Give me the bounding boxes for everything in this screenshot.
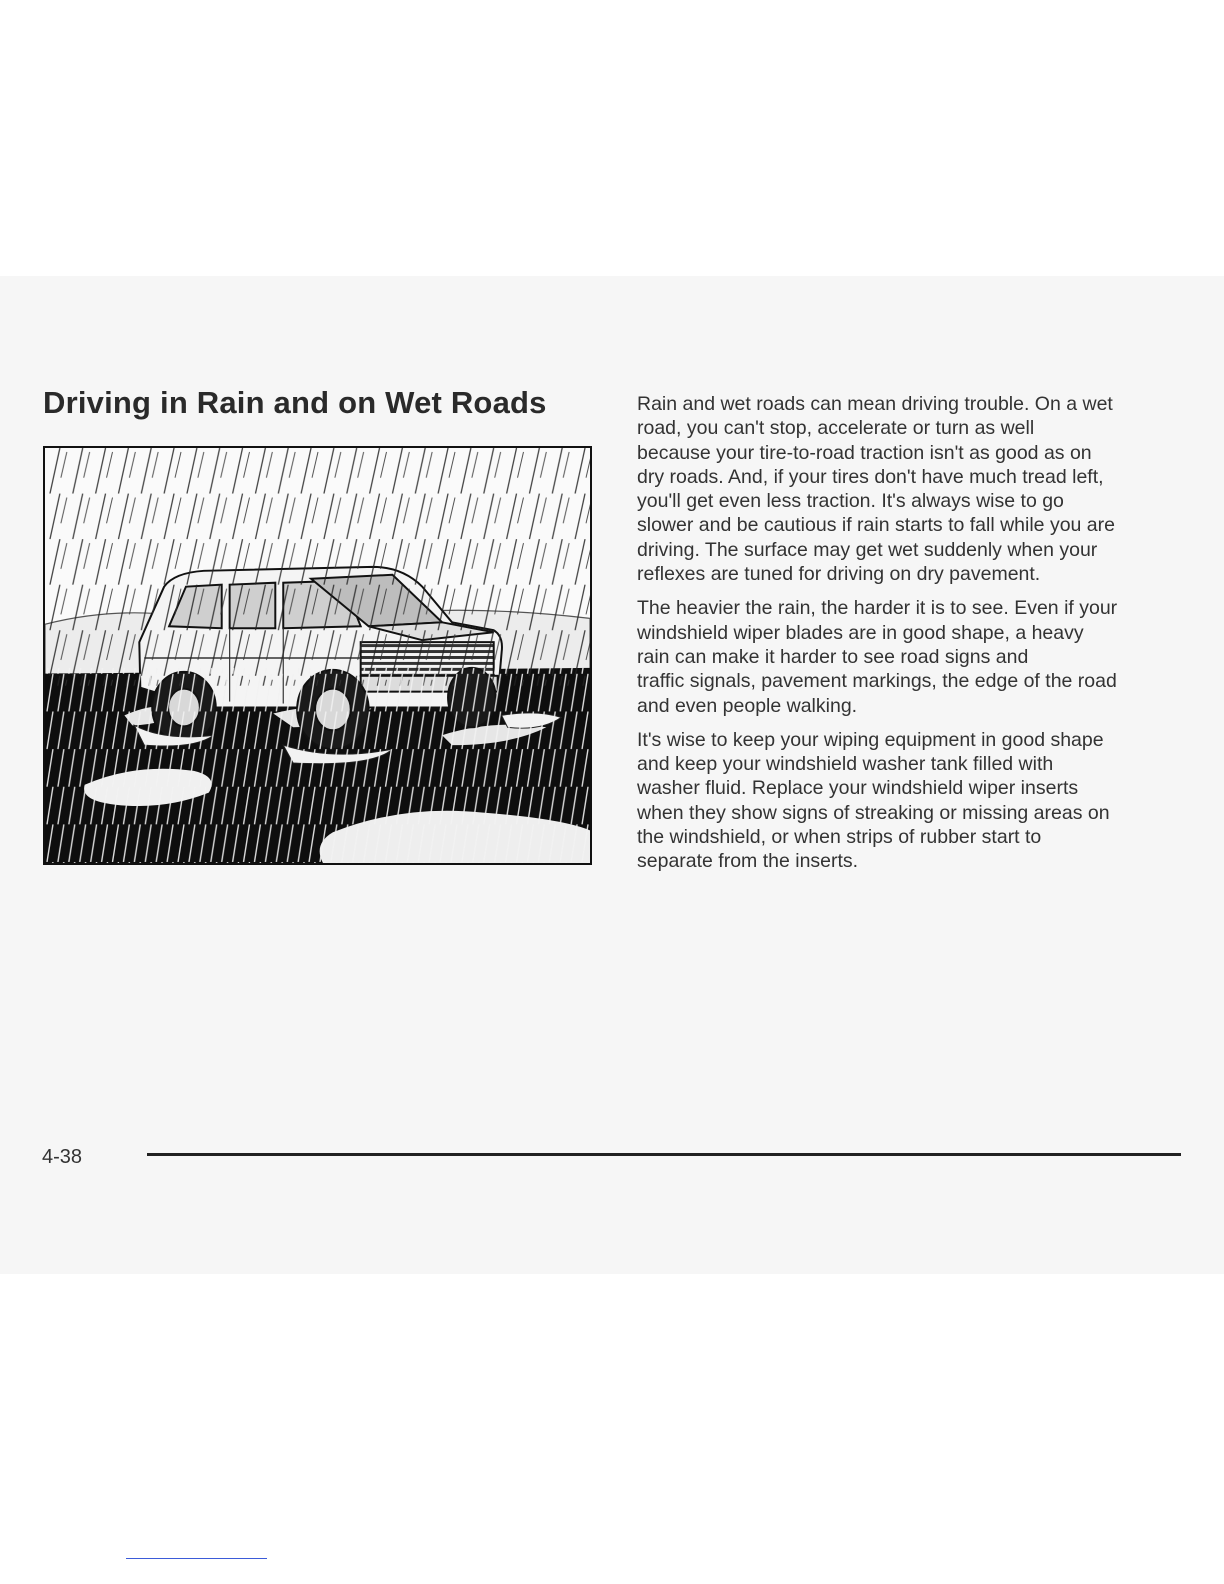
- paragraph-line: Rain and wet roads can mean driving trouble. On a wet: [637, 393, 1113, 415]
- paragraph-line: The heavier the rain, the harder it is to see. Even if your: [637, 597, 1118, 620]
- paragraph-line: windshield wiper blades are in good shape, a heavy: [637, 621, 1084, 644]
- paragraph-line: you'll get even less traction. It's always wise to go: [637, 490, 1064, 513]
- paragraph-line: reflexes are tuned for driving on dry pavement.: [637, 563, 1041, 586]
- paragraph-line: because your tire-to-road traction isn't as good as on: [637, 441, 1092, 464]
- footer-rule: [147, 1153, 1181, 1156]
- section-title: Driving in Rain and on Wet Roads: [43, 385, 547, 420]
- paragraph-line: and even people walking.: [637, 694, 858, 717]
- rain-illustration: [43, 446, 592, 865]
- rainy-road-vehicle-icon: [45, 448, 590, 863]
- paragraph-line: when they show signs of streaking or missing areas on: [637, 801, 1110, 824]
- body-text: [637, 392, 1187, 884]
- paragraph-line: washer fluid. Replace your windshield wiper inserts: [637, 777, 1079, 800]
- paragraph-line: and keep your windshield washer tank filled with: [637, 753, 1054, 776]
- paragraph-line: driving. The surface may get wet suddenly when your: [637, 538, 1098, 561]
- paragraph-line: rain can make it harder to see road signs and: [637, 645, 1029, 668]
- bottom-link-rule: [126, 1558, 267, 1559]
- page-number: 4-38: [42, 1146, 83, 1168]
- paragraph-line: dry roads. And, if your tires don't have much tread left,: [637, 465, 1104, 488]
- paragraph-line: It's wise to keep your wiping equipment in good shape: [637, 728, 1104, 751]
- paragraph-line: the windshield, or when strips of rubber start to: [637, 826, 1042, 849]
- paragraph-line: separate from the inserts.: [637, 850, 859, 873]
- paragraph-traction: [637, 392, 1187, 586]
- paragraph-visibility: [637, 596, 1187, 717]
- paragraph-line: traffic signals, pavement markings, the edge of the road: [637, 670, 1117, 693]
- paragraph-line: road, you can't stop, accelerate or turn as well: [637, 417, 1035, 440]
- paragraph-wipers: [637, 728, 1187, 874]
- paragraph-line: slower and be cautious if rain starts to fall while you are: [637, 514, 1115, 537]
